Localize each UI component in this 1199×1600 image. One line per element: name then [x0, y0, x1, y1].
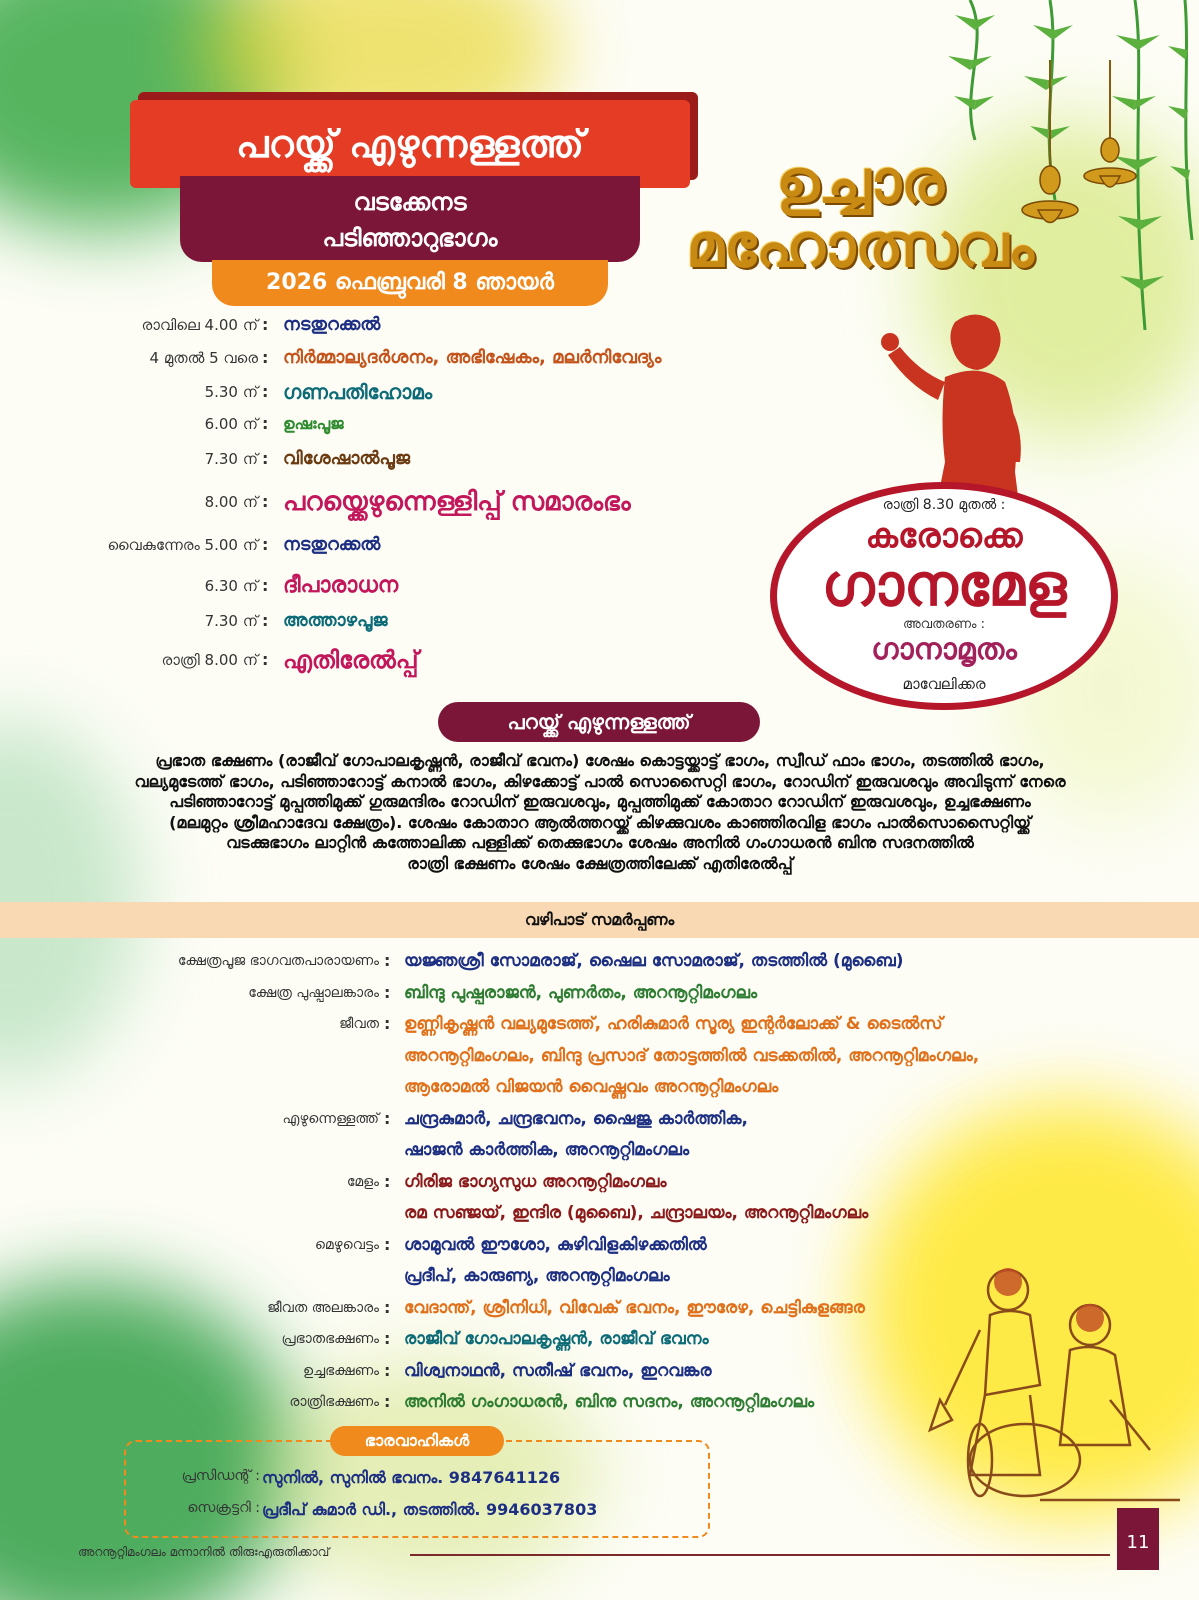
offering-label: മേളം: [346, 1174, 379, 1190]
procession-line: വടക്കുഭാഗം ലാറ്റിൻ കത്തോലിക്ക പള്ളിക്ക് തെക്കുഭാഗം ശേഷം അനിൽ ഗംഗാധരൻ ബിനു സദനത്തിൽ: [226, 833, 974, 852]
procession-heading: പറയ്ക്ക് എഴുന്നള്ളത്ത്: [438, 702, 760, 742]
schedule-event: വിശേഷാൽപൂജ: [283, 448, 410, 469]
karaoke-troupe: ഗാനാമൃതം: [871, 632, 1017, 667]
karaoke-title-line-1: കരോക്കെ: [865, 516, 1023, 556]
offering-sponsor: അറനൂറ്റിമംഗലം, ബിന്ദു പ്രസാദ് തോട്ടത്തിൽ വടക്കതിൽ, അറനൂറ്റിമംഗലം,: [404, 1046, 980, 1066]
karaoke-place: മാവേലിക്കര: [902, 675, 986, 693]
president-label: പ്രസിഡന്റ് :: [181, 1468, 260, 1484]
karaoke-time: രാത്രി 8.30 മുതൽ :: [882, 497, 1006, 513]
offering-label: രാത്രിഭക്ഷണം: [289, 1394, 379, 1410]
procession-line: രാത്രി ഭക്ഷണം ശേഷം ക്ഷേത്രത്തിലേക്ക് എതിരേൽപ്പ്: [407, 853, 793, 873]
procession-line: (മലമുറ്റം ശ്രീമഹാദേവ ക്ഷേത്രം). ശേഷം കോതാറ ആൽത്തറയ്ക്ക് കിഴക്കുവശം കാഞ്ഞിരവിള ഭാഗം പാൽസൊസൈറ്റിയ്ക്ക്: [169, 812, 1031, 832]
festival-name: [670, 147, 1050, 281]
procession-line: പ്രഭാത ഭക്ഷണം (രാജീവ് ഗോപാലകൃഷ്ണൻ, രാജീവ് ഭവനം) ശേഷം കൊട്ടയ്ക്കാട്ട് ഭാഗം, സ്വീഡ് ഫാം ഭാഗം, തടത്തിൽ ഭാഗം,: [155, 751, 1045, 770]
offering-colon: :: [384, 951, 391, 970]
offering-sponsor: രാജീവ് ഗോപാലകൃഷ്ണൻ, രാജീവ് ഭവനം: [404, 1329, 709, 1349]
offering-sponsor: ഷാജൻ കാർത്തിക, അറനൂറ്റിമംഗലം: [404, 1140, 690, 1160]
offering-sponsor: ആരോമൽ വിജയൻ വൈഷ്ണവം അറനൂറ്റിമംഗലം: [404, 1077, 779, 1097]
schedule-colon: :: [262, 535, 269, 554]
schedule-colon: :: [262, 611, 269, 630]
footer-rule: [410, 1554, 1110, 1556]
schedule-event: ഗണപതിഹോമം: [283, 380, 433, 404]
schedule-event: നടതുറക്കൽ: [283, 534, 381, 555]
schedule-colon: :: [262, 492, 269, 511]
schedule-time: രാത്രി 8.00 ന്: [161, 651, 258, 669]
schedule-time: വൈകുന്നേരം 5.00 ന്: [107, 536, 258, 554]
schedule-colon: :: [262, 650, 269, 669]
offering-label: ക്ഷേത്ര പുഷ്പാലങ്കാരം: [248, 985, 379, 1001]
schedule-event: പറയ്ക്കെഴുന്നെള്ളിപ്പ് സമാരംഭം: [283, 487, 631, 517]
schedule-time: 7.30 ന്: [204, 612, 258, 630]
offering-label: ജീവത അലങ്കാരം: [267, 1300, 379, 1316]
schedule-time: 6.00 ന്: [204, 415, 258, 433]
page-title: പറയ്ക്ക് എഴുന്നള്ളത്ത്: [130, 100, 690, 188]
schedule-time: 5.30 ന്: [204, 383, 258, 401]
footer-text: അറനൂറ്റിമംഗലം മന്നാനിൽ തിരുഃഎരുതിക്കാവ്: [78, 1545, 330, 1559]
offering-label: ഉച്ചഭക്ഷണം: [303, 1363, 379, 1379]
offering-colon: :: [384, 1392, 391, 1411]
secretary-value: പ്രദീപ് കുമാർ ഡി., തടത്തിൽ. 9946037803: [262, 1500, 598, 1519]
schedule-time: 7.30 ന്: [204, 450, 258, 468]
offering-sponsor: യജ്ഞശ്രീ സോമരാജ്, ഷൈല സോമരാജ്, തടത്തിൽ (മുബൈ): [404, 951, 904, 971]
chenda-musicians-illustration: [920, 1250, 1199, 1550]
offering-colon: :: [384, 1014, 391, 1033]
procession-line: പടിഞ്ഞാറോട്ട് മുപ്പത്തിമുക്ക് ഗുരുമന്ദിരം റോഡിന് ഇരുവശവും, മുപ്പത്തിമുക്ക് കോതാറ റോഡിന് ഇരുവശവും, ഉച്ചഭക്ഷണം: [169, 792, 1031, 811]
procession-line: വല്യമുടേത്ത് ഭാഗം, പടിഞ്ഞാറോട്ട് കനാൽ ഭാഗം, കിഴക്കോട്ട് പാൽ സൊസൈറ്റി ഭാഗം, റോഡിന് ഇരുവശവും അവിടുന്ന് നേരെ: [134, 771, 1066, 791]
offerings-heading: വഴിപാട് സമർപ്പണം: [0, 902, 1199, 938]
schedule-time: 4 മുതൽ 5 വരെ: [149, 349, 258, 367]
offering-colon: :: [384, 1298, 391, 1317]
offering-colon: :: [384, 1235, 391, 1254]
schedule-event: ദീപാരാധന: [283, 573, 399, 598]
procession-route-text: [85, 751, 1115, 874]
offering-sponsor: ഉണ്ണികൃഷ്ണൻ വല്യമുടേത്ത്, ഹരികുമാർ സൂര്യ ഇന്റർലോക്ക് & ടൈൽസ്: [404, 1014, 943, 1034]
schedule-event: ഉഷഃപൂജ: [283, 414, 344, 433]
offering-sponsor: വിശ്വനാഥൻ, സതീഷ് ഭവനം, ഇറവങ്കര: [404, 1361, 712, 1381]
schedule-colon: :: [262, 449, 269, 468]
offering-label: ക്ഷേത്രപൂജ ഭാഗവതപാരായണം: [177, 953, 379, 969]
area-line-2: പടിഞ്ഞാറുഭാഗം: [322, 224, 498, 252]
karaoke-badge: [770, 482, 1118, 710]
offering-sponsor: പ്രദീപ്, കാരുണ്യ, അറനൂറ്റിമംഗലം: [404, 1266, 670, 1286]
singer-silhouette-icon: [850, 292, 1050, 512]
schedule-time: രാവിലെ 4.00 ന്: [141, 316, 258, 334]
festival-name-line-2: മഹോത്സവം: [686, 211, 1034, 281]
offering-sponsor: ഗിരിജ ഭാഗ്യസുധ അറനൂറ്റിമംഗലം: [404, 1172, 667, 1192]
offering-label: എഴുന്നെള്ളത്ത്: [282, 1111, 379, 1127]
area-subtitle: [180, 176, 640, 262]
area-line-1: വടക്കേനട: [353, 188, 467, 216]
offering-label: ജീവത: [339, 1016, 379, 1032]
karaoke-presented-by: അവതരണം :: [902, 617, 985, 632]
offering-label: പ്രഭാതഭക്ഷണം: [281, 1331, 379, 1347]
schedule-event: നിർമ്മാല്യദർശനം, അഭിഷേകം, മലർനിവേദ്യം: [283, 347, 662, 368]
festival-name-line-1: ഉച്ചാര: [776, 147, 944, 217]
schedule-colon: :: [262, 414, 269, 433]
office-bearers-heading: ഭാരവാഹികൾ: [330, 1426, 504, 1456]
schedule-event: നടതുറക്കൽ: [283, 314, 381, 335]
schedule-colon: :: [262, 348, 269, 367]
offering-sponsor: ബിന്ദു പുഷ്പരാജൻ, പുണർതം, അറനൂറ്റിമംഗലം: [404, 983, 758, 1003]
offering-sponsor: വേദാന്ത്, ശ്രീനിധി, വിവേക് ഭവനം, ഈരേഴ, ചെട്ടികുളങ്ങര: [404, 1298, 865, 1318]
schedule-event: എതിരേൽപ്പ്: [283, 646, 419, 674]
offering-colon: :: [384, 1361, 391, 1380]
schedule-event: അത്താഴപൂജ: [283, 610, 388, 631]
schedule-time: 6.30 ന്: [204, 577, 258, 595]
offering-colon: :: [384, 1109, 391, 1128]
event-date: 2026 ഫെബ്രുവരി 8 ഞായർ: [212, 260, 608, 306]
offering-sponsor: ചന്ദ്രകുമാർ, ചന്ദ്രഭവനം, ഷൈജു കാർത്തിക,: [404, 1109, 748, 1129]
page-number: 11: [1117, 1508, 1159, 1570]
offering-sponsor: രമ സഞ്ജയ്, ഇന്ദിര (മുബൈ), ചന്ദ്രാലയം, അറനൂറ്റിമംഗലം: [404, 1203, 869, 1223]
schedule-colon: :: [262, 576, 269, 595]
schedule-time: 8.00 ന്: [204, 493, 258, 511]
offering-label: മെഴുവെട്ടം: [314, 1237, 379, 1253]
offering-colon: :: [384, 983, 391, 1002]
schedule-colon: :: [262, 382, 269, 401]
offering-sponsor: ശാമുവൽ ഈശോ, കുഴിവിളകിഴക്കതിൽ: [404, 1235, 707, 1255]
schedule-colon: :: [262, 315, 269, 334]
offering-sponsor: അനിൽ ഗംഗാധരൻ, ബിനു സദനം, അറനൂറ്റിമംഗലം: [404, 1392, 815, 1412]
karaoke-title-line-2: ഗാനമേള: [821, 551, 1067, 619]
offering-colon: :: [384, 1172, 391, 1191]
secretary-label: സെക്രട്ടറി :: [187, 1500, 260, 1516]
president-value: സുനിൽ, സുനിൽ ഭവനം. 9847641126: [262, 1468, 561, 1487]
offering-colon: :: [384, 1329, 391, 1348]
